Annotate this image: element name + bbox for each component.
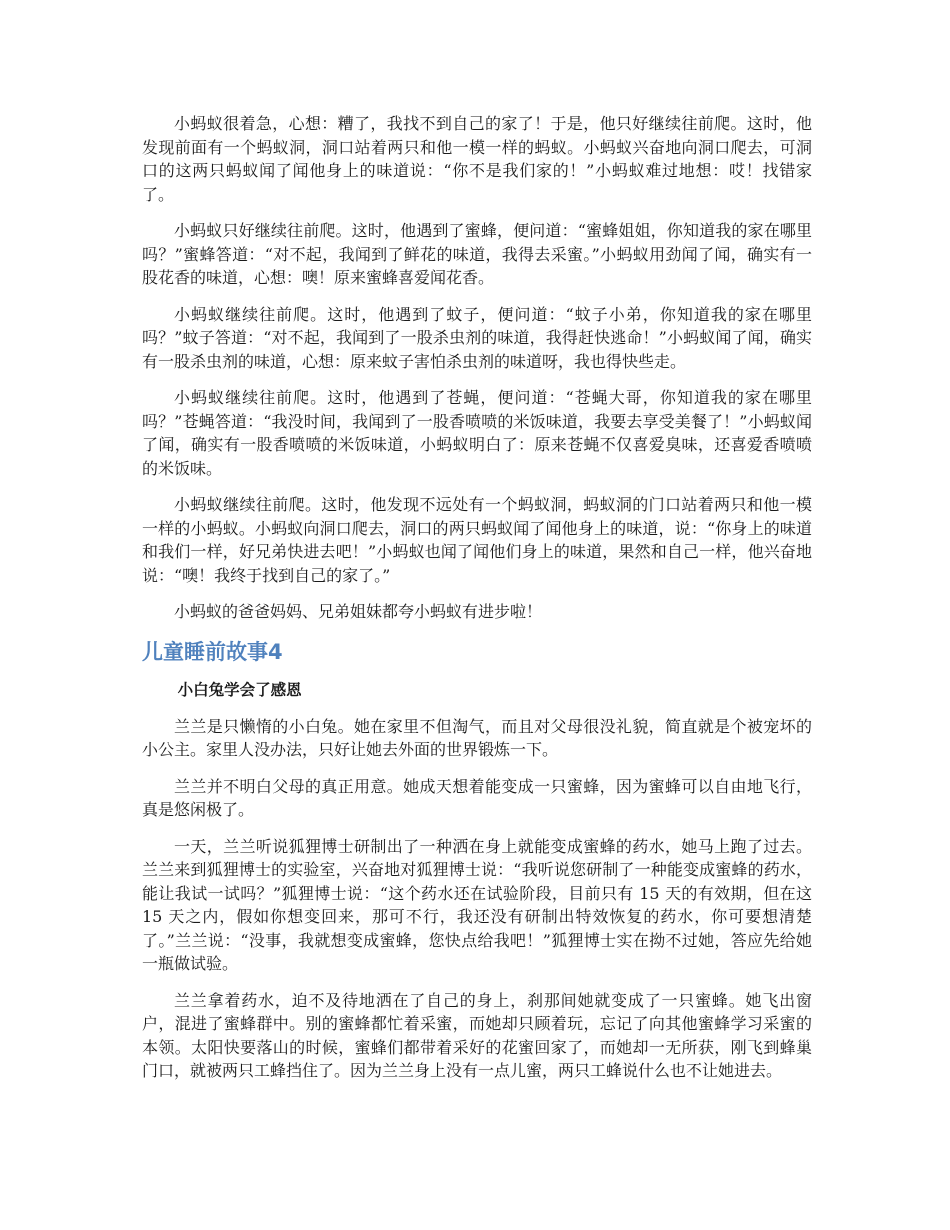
document-page — [142, 112, 812, 1096]
story4-subtitle: 小白兔学会了感恩 — [177, 680, 302, 699]
story4-paragraph-1: 兰兰是只懒惰的小白兔。她在家里不但淘气，而且对父母很没礼貌，简直就是个被宠坏的小公主。家里人没办法，只好让她去外面的世界锻炼一下。 — [142, 716, 812, 759]
story4-paragraph-4: 兰兰拿着药水，迫不及待地洒在了自己的身上，刹那间她就变成了一只蜜蜂。她飞出窗户，混进了蜜蜂群中。别的蜜蜂都忙着采蜜，而她却只顾着玩，忘记了向其他蜜蜂学习采蜜的本领。太阳快要落山的时候，蜜蜂们都带着采好的花蜜回家了，而她却一无所获，刚飞到蜂巢门口，就被两只工蜂挡住了。因为兰兰身上没有一点儿蜜，两只工蜂说什么也不让她进去。 — [142, 990, 812, 1080]
story3-paragraph-3: 小蚂蚁继续往前爬。这时，他遇到了蚊子，便问道：“蚊子小弟，你知道我的家在哪里吗？”蚊子答道：“对不起，我闻到了一股杀虫剂的味道，我得赶快逃命！”小蚂蚁闻了闻，确实有一股杀虫剂的味道，心想：原来蚊子害怕杀虫剂的味道呀，我也得快些走。 — [142, 304, 812, 371]
story3-paragraph-5: 小蚂蚁继续往前爬。这时，他发现不远处有一个蚂蚁洞，蚂蚁洞的门口站着两只和他一模一样的小蚂蚁。小蚂蚁向洞口爬去，洞口的两只蚂蚁闻了闻他身上的味道，说：“你身上的味道和我们一样，好兄弟快进去吧！”小蚂蚁也闻了闻他们身上的味道，果然和自己一样，他兴奋地说：“噢！我终于找到自己的家了。” — [142, 495, 812, 585]
story3-paragraph-2: 小蚂蚁只好继续往前爬。这时，他遇到了蜜蜂，便问道：“蜜蜂姐姐，你知道我的家在哪里吗？”蜜蜂答道：“对不起，我闻到了鲜花的味道，我得去采蜜。”小蚂蚁用劲闻了闻，确实有一股花香的味道，心想：噢！原来蜜蜂喜爱闻花香。 — [142, 221, 812, 287]
story3-paragraph-4: 小蚂蚁继续往前爬。这时，他遇到了苍蝇，便问道：“苍蝇大哥，你知道我的家在哪里吗？”苍蝇答道：“我没时间，我闻到了一股香喷喷的米饭味道，我要去享受美餐了！”小蚂蚁闻了闻，确实有一股香喷喷的米饭味道，小蚂蚁明白了：原来苍蝇不仅喜爱臭味，还喜爱香喷喷的米饭味。 — [142, 388, 812, 478]
story3-paragraph-1: 小蚂蚁很着急，心想：糟了，我找不到自己的家了！于是，他只好继续往前爬。这时，他发现前面有一个蚂蚁洞，洞口站着两只和他一模一样的蚂蚁。小蚂蚁兴奋地向洞口爬去，可洞口的这两只蚂蚁闻了闻他身上的味道说：“你不是我们家的！”小蚂蚁难过地想：哎！找错家了。 — [142, 114, 812, 204]
story3-paragraph-6: 小蚂蚁的爸爸妈妈、兄弟姐妹都夸小蚂蚁有进步啦！ — [174, 602, 543, 621]
story4-paragraph-2: 兰兰并不明白父母的真正用意。她成天想着能变成一只蜜蜂，因为蜜蜂可以自由地飞行，真是悠闲极了。 — [142, 776, 812, 819]
story4-heading: 儿童睡前故事4 — [142, 639, 283, 664]
story4-paragraph-3: 一天，兰兰听说狐狸博士研制出了一种洒在身上就能变成蜜蜂的药水，她马上跑了过去。兰兰来到狐狸博士的实验室，兴奋地对狐狸博士说：“我听说您研制了一种能变成蜜蜂的药水，能让我试一试吗？”狐狸博士说：“这个药水还在试验阶段，目前只有 15 天的有效期，但在这 15 天之内，假如你想变回来，那可不行，我还没有研制出特效恢复的药水，你可要想清楚了。”兰兰说：“没事，我就想变成蜜蜂，您快点给我吧！”狐狸博士实在拗不过她，答应先给她一瓶做试验。 — [142, 836, 812, 973]
